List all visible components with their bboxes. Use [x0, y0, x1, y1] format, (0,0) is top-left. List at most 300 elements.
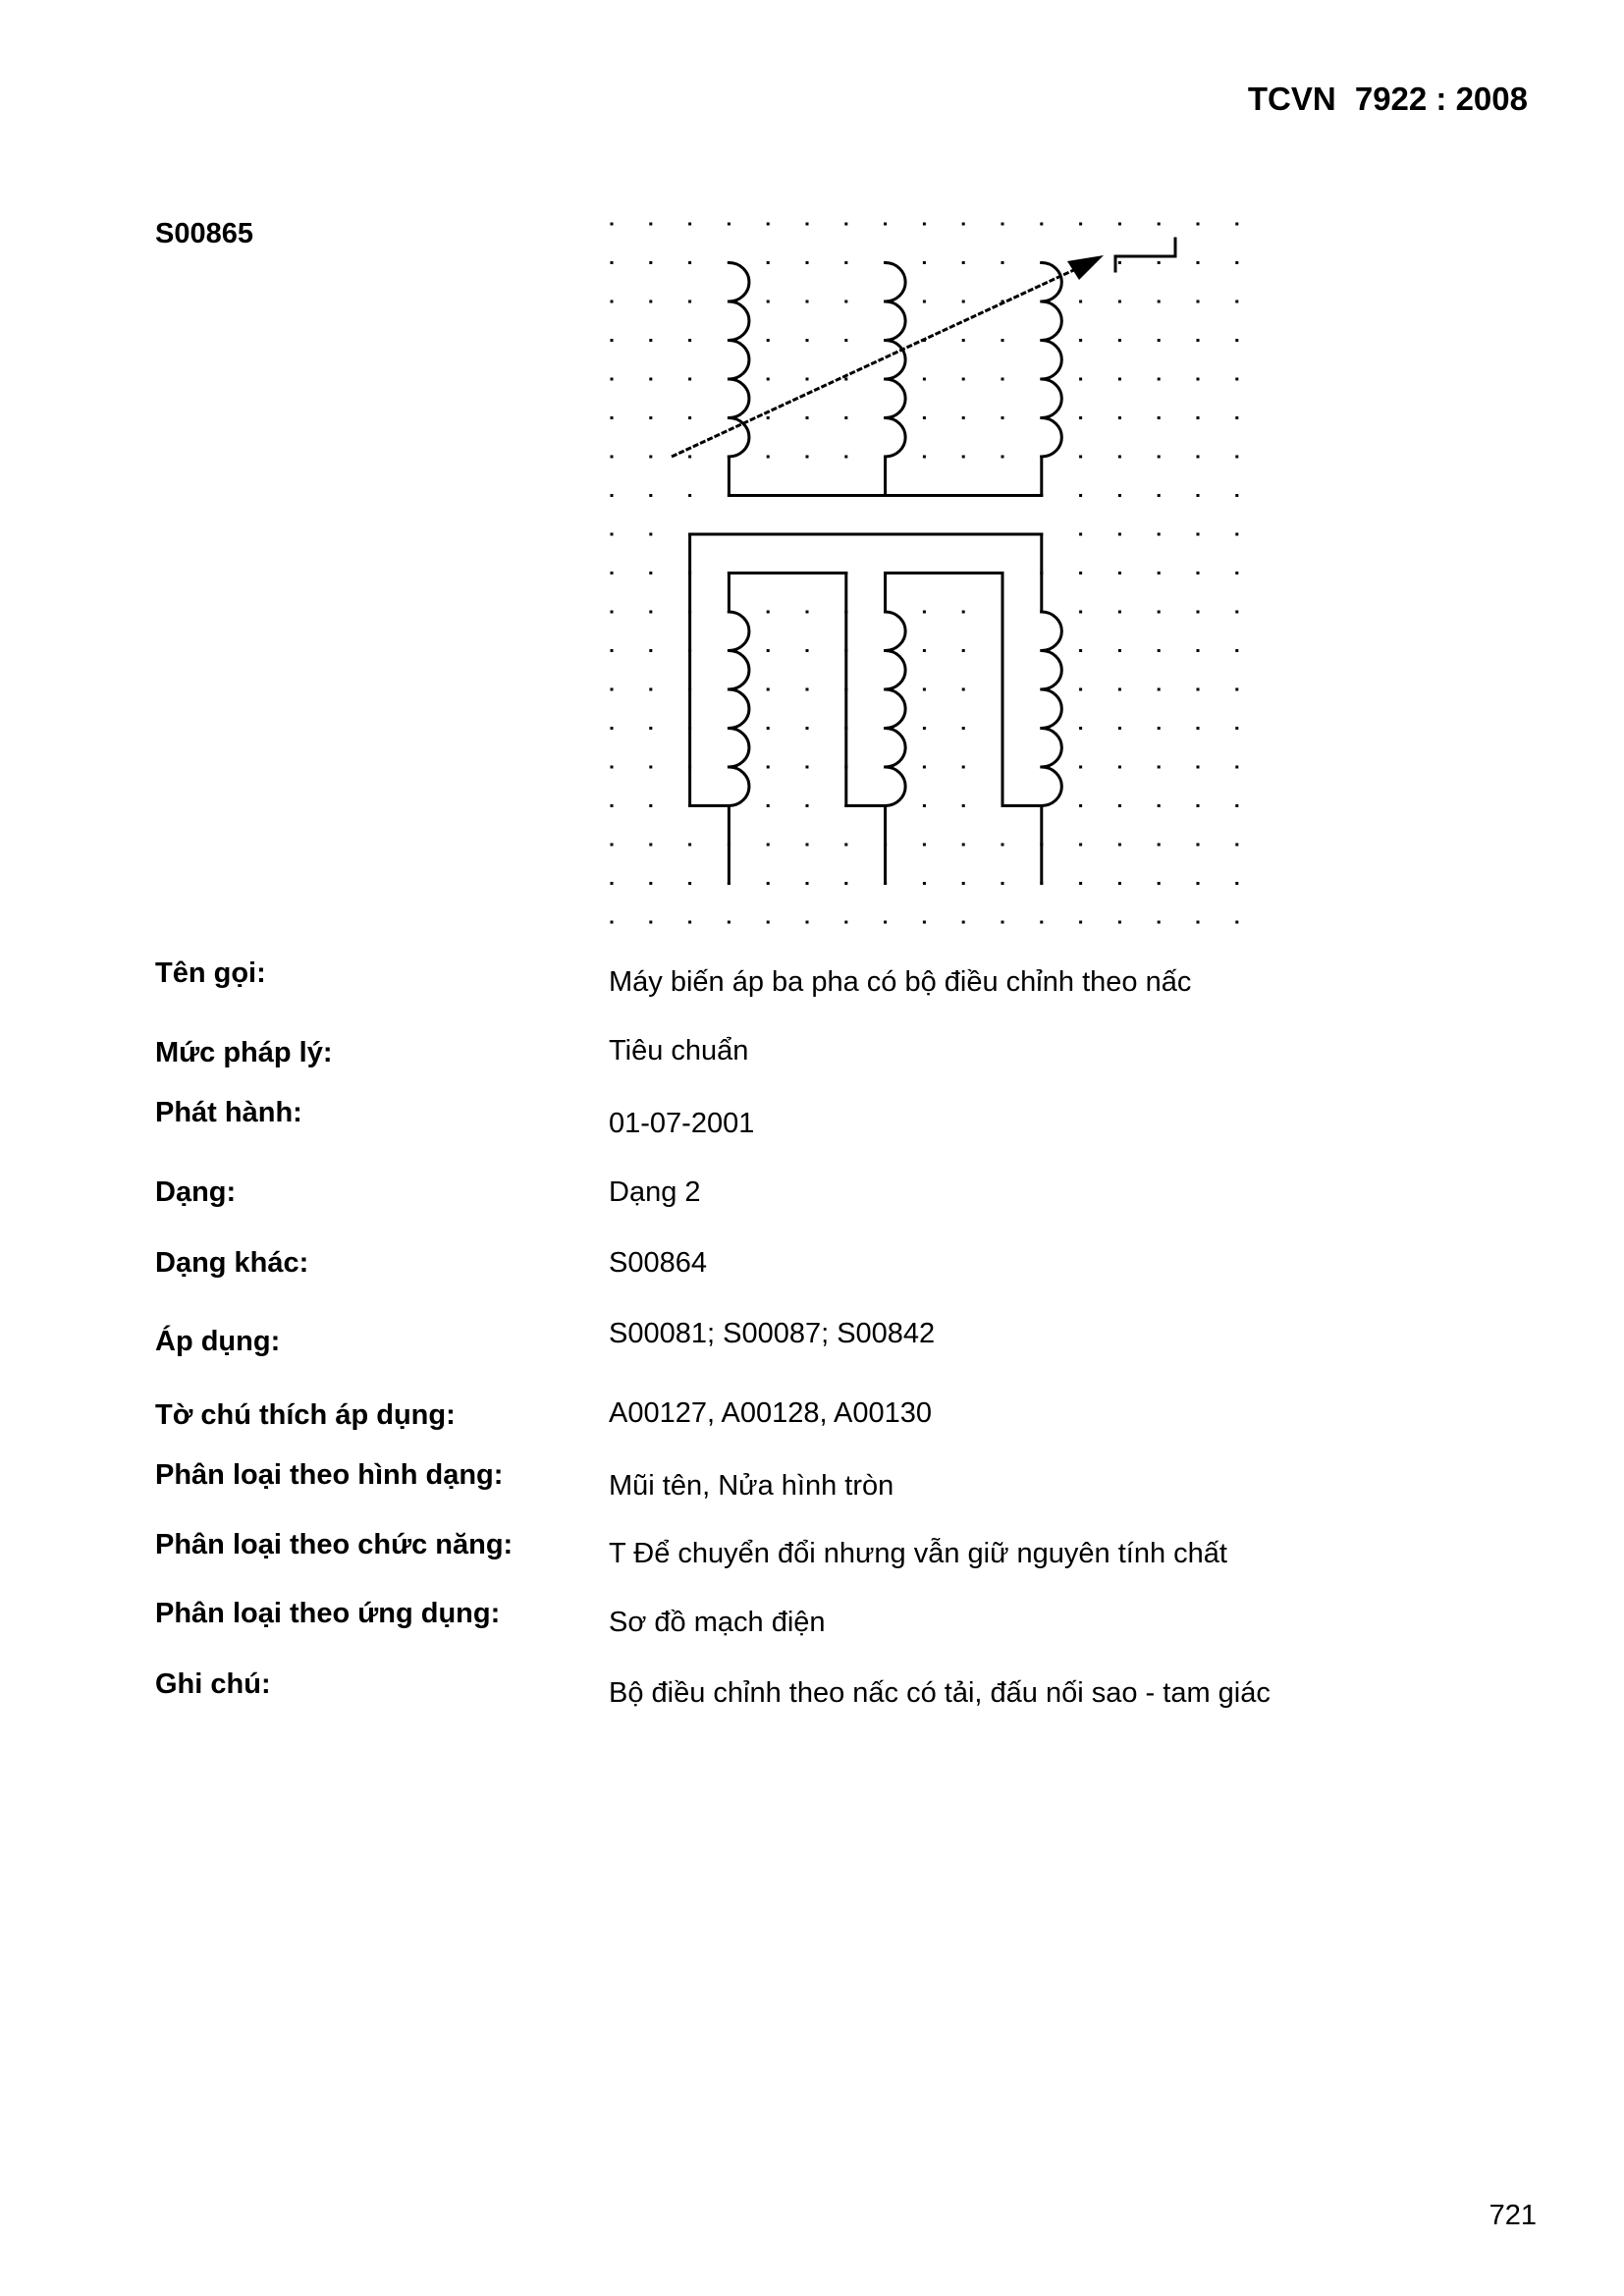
grid-dot — [884, 533, 887, 536]
grid-dot — [1235, 416, 1238, 419]
grid-dot — [1197, 804, 1200, 807]
grid-dot — [806, 378, 809, 381]
grid-dot — [1040, 921, 1043, 924]
grid-dot — [1118, 649, 1121, 652]
grid-dot — [884, 688, 887, 691]
grid-dot — [649, 611, 652, 614]
grid-dot — [649, 223, 652, 226]
secondary-coil-icon — [1042, 612, 1062, 806]
grid-dot — [923, 688, 926, 691]
grid-dot — [884, 261, 887, 264]
grid-dot — [806, 688, 809, 691]
grid-dot — [688, 416, 691, 419]
grid-dot — [1079, 339, 1082, 342]
grid-dot — [1197, 416, 1200, 419]
grid-dot — [806, 416, 809, 419]
grid-dot — [1197, 649, 1200, 652]
grid-dot — [1001, 844, 1004, 847]
grid-dot — [806, 649, 809, 652]
grid-dot — [728, 301, 731, 303]
grid-dot — [1197, 261, 1200, 264]
star-connection-wire — [729, 457, 1041, 496]
grid-dot — [923, 416, 926, 419]
grid-dot — [1158, 611, 1161, 614]
grid-dot — [1079, 494, 1082, 497]
grid-dot — [649, 727, 652, 730]
grid-dot — [1001, 223, 1004, 226]
grid-dot — [1118, 804, 1121, 807]
grid-dot — [1197, 766, 1200, 769]
grid-dot — [1001, 882, 1004, 885]
grid-dot — [728, 261, 731, 264]
grid-dot — [1118, 339, 1121, 342]
grid-dot — [1158, 301, 1161, 303]
grid-dot — [728, 223, 731, 226]
grid-dot — [1001, 494, 1004, 497]
grid-dot — [1118, 572, 1121, 574]
grid-dot — [1040, 727, 1043, 730]
grid-dot — [806, 301, 809, 303]
grid-dot — [1158, 882, 1161, 885]
grid-dot — [1001, 649, 1004, 652]
primary-coil-icon — [729, 263, 749, 458]
grid-dot — [844, 261, 847, 264]
grid-dot — [1001, 416, 1004, 419]
grid-dot — [884, 378, 887, 381]
grid-dot — [962, 804, 965, 807]
field-label-shape-class: Phân loại theo hình dạng: — [155, 1459, 504, 1491]
grid-dot — [688, 844, 691, 847]
grid-dot — [962, 339, 965, 342]
grid-dot — [688, 456, 691, 459]
grid-dot — [767, 649, 770, 652]
grid-dot — [611, 921, 614, 924]
grid-dot — [1001, 456, 1004, 459]
grid-dot — [1118, 301, 1121, 303]
grid-dot — [1197, 882, 1200, 885]
grid-dot — [1235, 572, 1238, 574]
grid-dot — [1197, 494, 1200, 497]
grid-dot — [728, 533, 731, 536]
grid-dot — [1040, 494, 1043, 497]
grid-dot — [611, 844, 614, 847]
grid-dot — [1118, 727, 1121, 730]
grid-dot — [1118, 456, 1121, 459]
grid-dot — [767, 572, 770, 574]
grid-dot — [844, 649, 847, 652]
grid-dot — [1118, 261, 1121, 264]
grid-dot — [884, 844, 887, 847]
grid-dot — [688, 494, 691, 497]
grid-dot — [767, 301, 770, 303]
grid-dot — [806, 494, 809, 497]
grid-dot — [728, 921, 731, 924]
grid-dot — [649, 533, 652, 536]
grid-dot — [806, 804, 809, 807]
grid-dot — [688, 339, 691, 342]
grid-dot — [611, 261, 614, 264]
grid-dot — [1118, 378, 1121, 381]
grid-dot — [806, 766, 809, 769]
primary-coil-icon — [1042, 263, 1062, 458]
grid-dot — [1040, 261, 1043, 264]
grid-dot — [767, 727, 770, 730]
grid-dot — [1040, 688, 1043, 691]
grid-dot — [611, 766, 614, 769]
grid-dot — [1235, 611, 1238, 614]
grid-dot — [767, 882, 770, 885]
grid-dot — [923, 533, 926, 536]
grid-dot — [962, 378, 965, 381]
grid-dot — [884, 766, 887, 769]
grid-dot — [1197, 378, 1200, 381]
grid-dot — [1235, 766, 1238, 769]
grid-dot — [611, 456, 614, 459]
field-label-usage-class: Phân loại theo ứng dụng: — [155, 1598, 501, 1629]
grid-dot — [728, 844, 731, 847]
page-number: 721 — [1489, 2200, 1537, 2231]
delta-outer-frame — [690, 534, 1042, 806]
grid-dot — [688, 572, 691, 574]
grid-dot — [1079, 611, 1082, 614]
grid-dot — [884, 416, 887, 419]
grid-dot — [688, 301, 691, 303]
grid-dot — [844, 921, 847, 924]
grid-dot — [1197, 688, 1200, 691]
grid-dot — [649, 494, 652, 497]
grid-dot — [1079, 378, 1082, 381]
grid-dot — [611, 649, 614, 652]
grid-dot — [844, 688, 847, 691]
grid-dot — [1079, 533, 1082, 536]
grid-dot — [1001, 727, 1004, 730]
field-label-application-notes: Tờ chú thích áp dụng: — [155, 1399, 456, 1431]
primary-coil-icon — [886, 263, 906, 458]
grid-dot — [962, 261, 965, 264]
grid-dot — [1079, 844, 1082, 847]
grid-dot — [649, 572, 652, 574]
grid-dot — [1001, 339, 1004, 342]
grid-dot — [728, 494, 731, 497]
grid-dot — [923, 649, 926, 652]
grid-dot — [806, 456, 809, 459]
field-label-note: Ghi chú: — [155, 1668, 271, 1700]
grid-dot — [806, 339, 809, 342]
grid-dot — [1158, 261, 1161, 264]
grid-dot — [1040, 533, 1043, 536]
grid-dot — [844, 727, 847, 730]
grid-dot — [1158, 572, 1161, 574]
grid-dot — [1118, 223, 1121, 226]
grid-dot — [649, 688, 652, 691]
grid-dot — [1235, 921, 1238, 924]
field-label-application: Áp dụng: — [155, 1326, 281, 1357]
grid-dot — [884, 456, 887, 459]
grid-dot — [884, 223, 887, 226]
grid-dot — [884, 611, 887, 614]
grid-dot — [649, 804, 652, 807]
grid-dot — [923, 339, 926, 342]
grid-dot — [1001, 301, 1004, 303]
grid-dot — [688, 882, 691, 885]
secondary-coil-icon — [886, 612, 906, 806]
grid-dot — [611, 416, 614, 419]
grid-dot — [962, 649, 965, 652]
grid-dot — [1197, 611, 1200, 614]
grid-dot — [1118, 688, 1121, 691]
grid-dot — [1235, 301, 1238, 303]
grid-dot — [1235, 727, 1238, 730]
grid-dot — [767, 766, 770, 769]
grid-dot — [806, 533, 809, 536]
grid-dot — [1079, 261, 1082, 264]
circuit-wires — [690, 457, 1042, 884]
grid-dot — [844, 533, 847, 536]
grid-dot — [1118, 416, 1121, 419]
field-label-name: Tên gọi: — [155, 957, 266, 989]
delta-inner-frame-right — [886, 574, 1042, 806]
grid-dot — [1197, 456, 1200, 459]
field-value-other-form: S00864 — [609, 1247, 707, 1279]
grid-dot — [962, 416, 965, 419]
grid-dot — [884, 494, 887, 497]
grid-dot — [844, 301, 847, 303]
grid-dot — [767, 533, 770, 536]
grid-dot — [962, 727, 965, 730]
grid-dot — [767, 804, 770, 807]
grid-dot — [611, 804, 614, 807]
field-label-legal-level: Mức pháp lý: — [155, 1037, 333, 1068]
grid-dot — [767, 494, 770, 497]
grid-dot — [767, 223, 770, 226]
grid-dot — [1118, 611, 1121, 614]
grid-dot — [1158, 844, 1161, 847]
grid-dot — [1235, 494, 1238, 497]
arrowhead-icon — [1067, 255, 1104, 280]
grid-dot — [962, 921, 965, 924]
grid-dot — [611, 223, 614, 226]
grid-dot — [1001, 572, 1004, 574]
grid-dot — [844, 572, 847, 574]
grid-dot — [1158, 688, 1161, 691]
grid-dot — [1158, 921, 1161, 924]
grid-dot — [923, 804, 926, 807]
grid-dot — [962, 223, 965, 226]
grid-dot — [1079, 921, 1082, 924]
grid-dot — [1235, 223, 1238, 226]
grid-dot — [1001, 533, 1004, 536]
grid-dot — [1158, 416, 1161, 419]
grid-dot — [767, 261, 770, 264]
grid-dot — [1158, 494, 1161, 497]
grid-dot — [844, 456, 847, 459]
grid-dot — [1235, 649, 1238, 652]
grid-dot — [1197, 339, 1200, 342]
grid-dot — [962, 301, 965, 303]
grid-dot — [962, 611, 965, 614]
grid-dot — [923, 261, 926, 264]
grid-dot — [649, 416, 652, 419]
grid-dot — [1197, 844, 1200, 847]
grid-dot — [767, 416, 770, 419]
grid-dot — [688, 727, 691, 730]
grid-dot — [1040, 572, 1043, 574]
grid-dot — [1118, 921, 1121, 924]
grid-dot — [962, 688, 965, 691]
grid-dot — [767, 378, 770, 381]
grid-dot — [1001, 611, 1004, 614]
grid-dot — [806, 727, 809, 730]
standard-prefix: TCVN — [1247, 81, 1336, 117]
field-label-function-class: Phân loại theo chức năng: — [155, 1529, 514, 1560]
grid-dot — [1079, 456, 1082, 459]
grid-dot — [688, 261, 691, 264]
grid-dot — [728, 611, 731, 614]
grid-dot — [728, 456, 731, 459]
grid-dot — [844, 494, 847, 497]
grid-dot — [1040, 301, 1043, 303]
field-value-name: Máy biến áp ba pha có bộ điều chỉnh theo nấc — [609, 966, 1192, 998]
grid-dot — [844, 611, 847, 614]
grid-dot — [1118, 882, 1121, 885]
grid-dot — [962, 766, 965, 769]
grid-dot — [844, 378, 847, 381]
grid-dot — [1235, 882, 1238, 885]
grid-dot — [1197, 921, 1200, 924]
grid-dot — [649, 456, 652, 459]
grid-dot — [611, 882, 614, 885]
grid-dot — [923, 301, 926, 303]
grid-dot — [728, 378, 731, 381]
grid-dot — [1158, 378, 1161, 381]
grid-dot — [1158, 766, 1161, 769]
grid-dot — [611, 494, 614, 497]
grid-dot — [1040, 223, 1043, 226]
grid-dot — [767, 456, 770, 459]
grid-dot — [1040, 456, 1043, 459]
grid-dot — [1040, 416, 1043, 419]
grid-dot — [649, 261, 652, 264]
standard-number: 7922 : 2008 — [1354, 81, 1528, 117]
grid-dot — [1040, 378, 1043, 381]
grid-dot — [1158, 223, 1161, 226]
grid-dot — [611, 688, 614, 691]
grid-dot — [844, 844, 847, 847]
grid-dot — [844, 882, 847, 885]
grid-dot — [1197, 572, 1200, 574]
grid-dot — [962, 533, 965, 536]
grid-dot — [649, 766, 652, 769]
grid-dot — [611, 301, 614, 303]
grid-dot — [688, 766, 691, 769]
grid-dot — [649, 882, 652, 885]
grid-dot — [1079, 727, 1082, 730]
grid-dot — [688, 921, 691, 924]
grid-dot — [806, 611, 809, 614]
grid-dot — [1118, 533, 1121, 536]
grid-dot — [688, 533, 691, 536]
grid-dot — [923, 223, 926, 226]
grid-dot — [728, 339, 731, 342]
grid-dot — [1001, 378, 1004, 381]
grid-dot — [649, 844, 652, 847]
grid-dot — [884, 301, 887, 303]
grid-dot — [1040, 804, 1043, 807]
grid-dot — [806, 572, 809, 574]
field-value-note: Bộ điều chỉnh theo nấc có tải, đấu nối sao - tam giác — [609, 1677, 1271, 1709]
grid-dot — [1001, 804, 1004, 807]
grid-dot — [1118, 844, 1121, 847]
grid-dot — [611, 378, 614, 381]
secondary-coil-icon — [729, 612, 749, 806]
grid-dot — [649, 301, 652, 303]
grid-dot — [1197, 533, 1200, 536]
grid-dot — [649, 921, 652, 924]
grid-dot — [1197, 223, 1200, 226]
grid-dot — [962, 456, 965, 459]
grid-dot — [1197, 301, 1200, 303]
grid-dot — [1235, 456, 1238, 459]
field-value-function-class: T Để chuyển đổi nhưng vẫn giữ nguyên tính chất — [609, 1538, 1227, 1569]
grid-dot — [688, 649, 691, 652]
tap-step-bracket-icon — [1115, 239, 1175, 271]
grid-dot — [1040, 766, 1043, 769]
grid-dot — [1040, 844, 1043, 847]
field-value-form: Dạng 2 — [609, 1176, 701, 1208]
grid-dot — [923, 494, 926, 497]
grid-dot — [688, 611, 691, 614]
grid-dot — [806, 261, 809, 264]
grid-dot — [1235, 339, 1238, 342]
grid-dot — [923, 611, 926, 614]
field-label-issued: Phát hành: — [155, 1097, 302, 1128]
grid-dot — [728, 572, 731, 574]
grid-dot — [728, 727, 731, 730]
field-value-shape-class: Mũi tên, Nửa hình tròn — [609, 1470, 894, 1502]
grid-dot — [962, 572, 965, 574]
grid-dot — [688, 223, 691, 226]
grid-dot — [611, 611, 614, 614]
grid-dot — [923, 766, 926, 769]
grid-dot — [1001, 261, 1004, 264]
grid-dot — [1001, 766, 1004, 769]
grid-dot — [1040, 882, 1043, 885]
grid-dot — [1079, 688, 1082, 691]
grid-dot — [728, 649, 731, 652]
grid-dot — [611, 339, 614, 342]
field-label-form: Dạng: — [155, 1176, 237, 1208]
grid-dot — [923, 572, 926, 574]
grid-dot — [649, 378, 652, 381]
grid-dot — [884, 572, 887, 574]
grid-dot — [923, 456, 926, 459]
grid-dot — [884, 921, 887, 924]
grid-dot — [1079, 649, 1082, 652]
grid-dot — [806, 882, 809, 885]
grid-dot — [884, 339, 887, 342]
grid-dot — [844, 766, 847, 769]
grid-dot — [844, 339, 847, 342]
grid-dot — [611, 727, 614, 730]
grid-dot — [1235, 378, 1238, 381]
grid-dot — [1235, 688, 1238, 691]
field-label-other-form: Dạng khác: — [155, 1247, 309, 1279]
grid-dot — [728, 688, 731, 691]
grid-dot — [1158, 649, 1161, 652]
grid-dot — [806, 921, 809, 924]
grid-dot — [728, 766, 731, 769]
grid-dot — [923, 378, 926, 381]
